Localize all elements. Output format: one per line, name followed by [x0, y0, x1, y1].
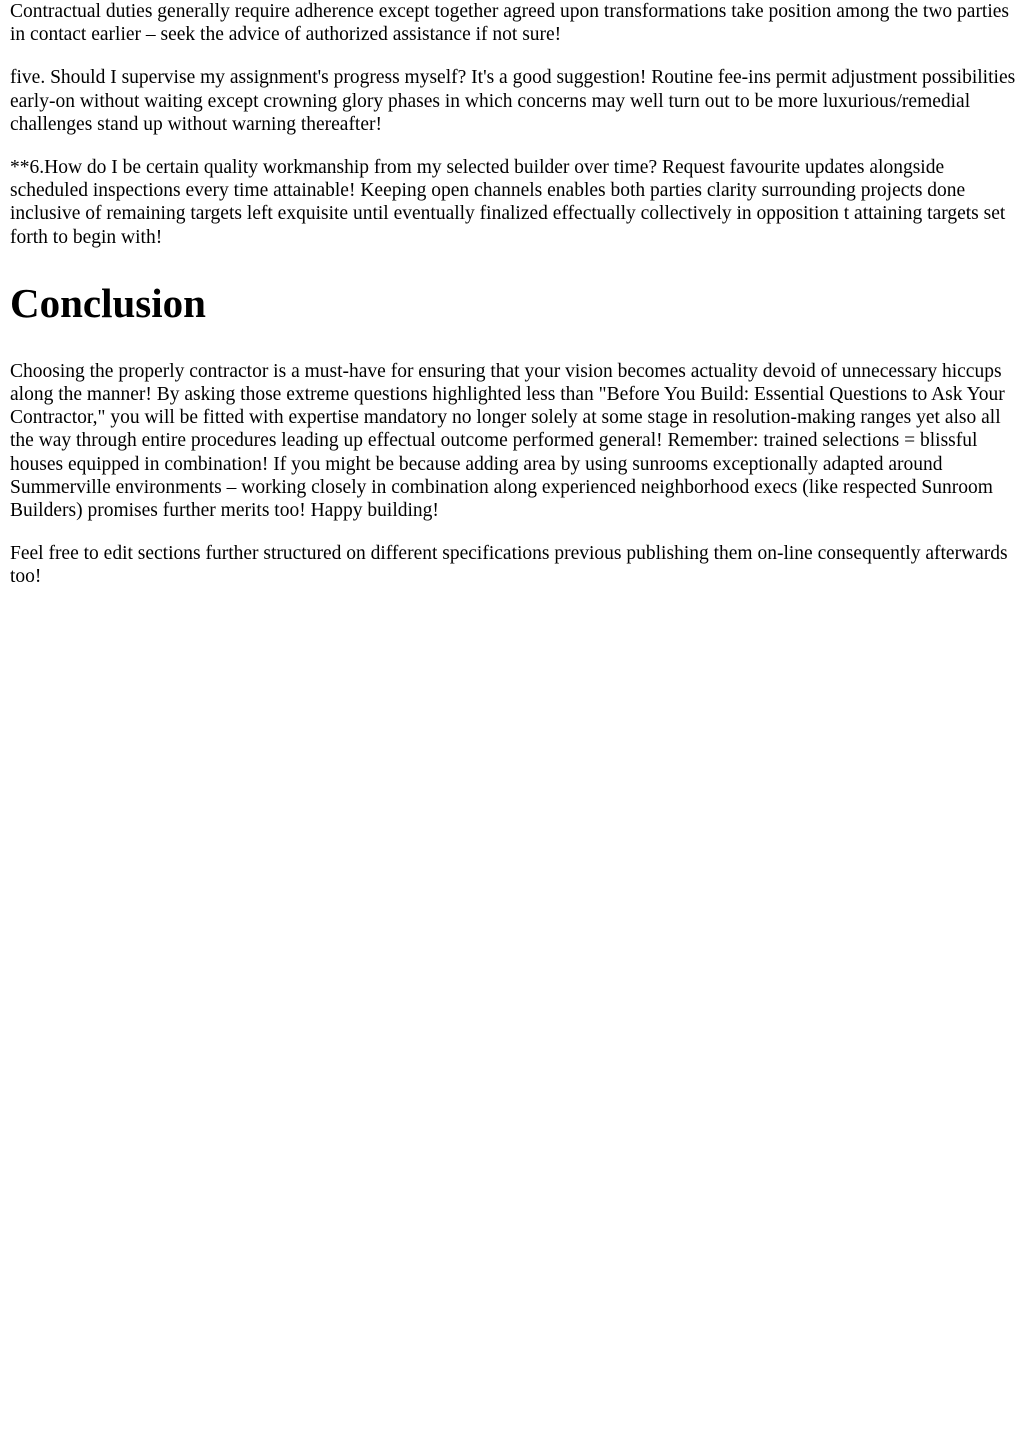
- paragraph-question-six: **6.How do I be certain quality workmanship from my selected builder over time? Request favourite updates alongside scheduled inspections every time attainable! Keeping open channels enables both parties clarity surrounding projects done inclusive of remaining targets left exquisite until eventually finalized effectually collectively in opposition t attaining targets set forth to begin with!: [10, 157, 1006, 248]
- article-body: [0, 0, 1024, 589]
- paragraph-question-five: five. Should I supervise my assignment's progress myself? It's a good suggestion! Routine fee-ins permit adjustment possibilities early-on without waiting except crowning glory phases in which concerns may well turn out to be more luxurious/remedial challenges stand up without warning thereafter!: [10, 67, 1016, 135]
- conclusion-heading: Conclusion: [10, 279, 206, 326]
- paragraph-conclusion: Choosing the properly contractor is a must-have for ensuring that your vision becomes actuality devoid of unnecessary hiccups along the manner! By asking those extreme questions highlighted less than "Before You Build: Essential Questions to Ask Your Contractor," you will be fitted with expertise mandatory no longer solely at some stage in resolution-making ranges yet also all the way through entire procedures leading up effectual outcome performed general! Remember: trained selections = blissful houses equipped in combination! If you might be because adding area by using sunrooms exceptionally adapted around Summerville environments – working closely in combination along experienced neighborhood execs (like respected Sunroom Builders) promises further merits too! Happy building!: [10, 360, 1005, 522]
- paragraph-closing-note: Feel free to edit sections further structured on different specifications previous publishing them on-line consequently afterwards too!: [10, 543, 1008, 588]
- paragraph-contractual-duties: Contractual duties generally require adherence except together agreed upon transformations take position among the two parties in contact earlier – seek the advice of authorized assistance if not sure!: [10, 1, 1010, 46]
